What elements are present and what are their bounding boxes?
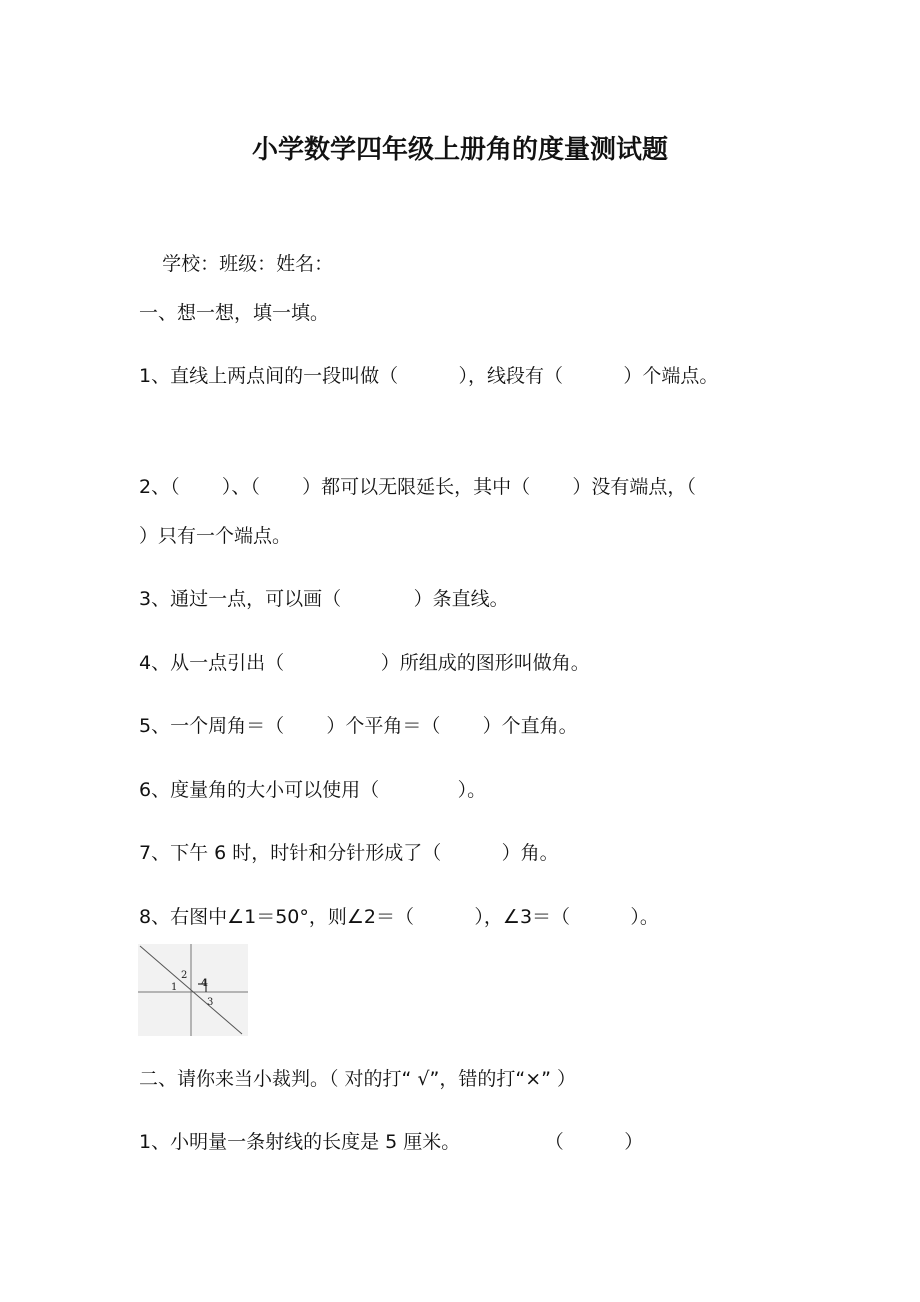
question-1-8: 8、右图中∠1＝50°，则∠2＝（ ），∠3＝（ ）。 <box>139 906 659 928</box>
question-1-2-line1: 2、（ ）、（ ）都可以无限延长，其中（ ）没有端点，（ <box>139 476 696 498</box>
angle-label-4: 4 <box>201 978 208 989</box>
class-label: 班级： <box>219 253 277 275</box>
page-title: 小学数学四年级上册角的度量测试题 <box>251 135 668 165</box>
question-1-3: 3、通过一点，可以画（ ）条直线。 <box>139 588 509 610</box>
question-1-7: 7、下午 6 时，时针和分针形成了（ ）角。 <box>139 842 559 864</box>
question-2-1: 1、小明量一条射线的长度是 5 厘米。 （ ） <box>139 1131 644 1153</box>
angle-label-2: 2 <box>181 970 188 981</box>
question-1-2-line2: ）只有一个端点。 <box>139 525 292 547</box>
section1-heading: 一、想一想，填一填。 <box>139 302 330 324</box>
angle-label-1: 1 <box>171 982 178 993</box>
student-info-row <box>150 225 333 281</box>
question-1-6: 6、度量角的大小可以使用（ ）。 <box>139 779 487 801</box>
school-label: 学校： <box>162 253 220 275</box>
section2-heading: 二、请你来当小裁判。（ 对的打“ √”，错的打“×” ） <box>139 1068 577 1090</box>
question-1-4: 4、从一点引出（ ）所组成的图形叫做角。 <box>139 652 590 674</box>
angle-figure <box>138 944 248 1036</box>
name-label: 姓名： <box>276 253 334 275</box>
angle-label-3: 3 <box>207 997 214 1008</box>
question-1-5: 5、一个周角＝（ ）个平角＝（ ）个直角。 <box>139 715 578 737</box>
question-1-1: 1、直线上两点间的一段叫做（ ），线段有（ ）个端点。 <box>139 365 719 387</box>
